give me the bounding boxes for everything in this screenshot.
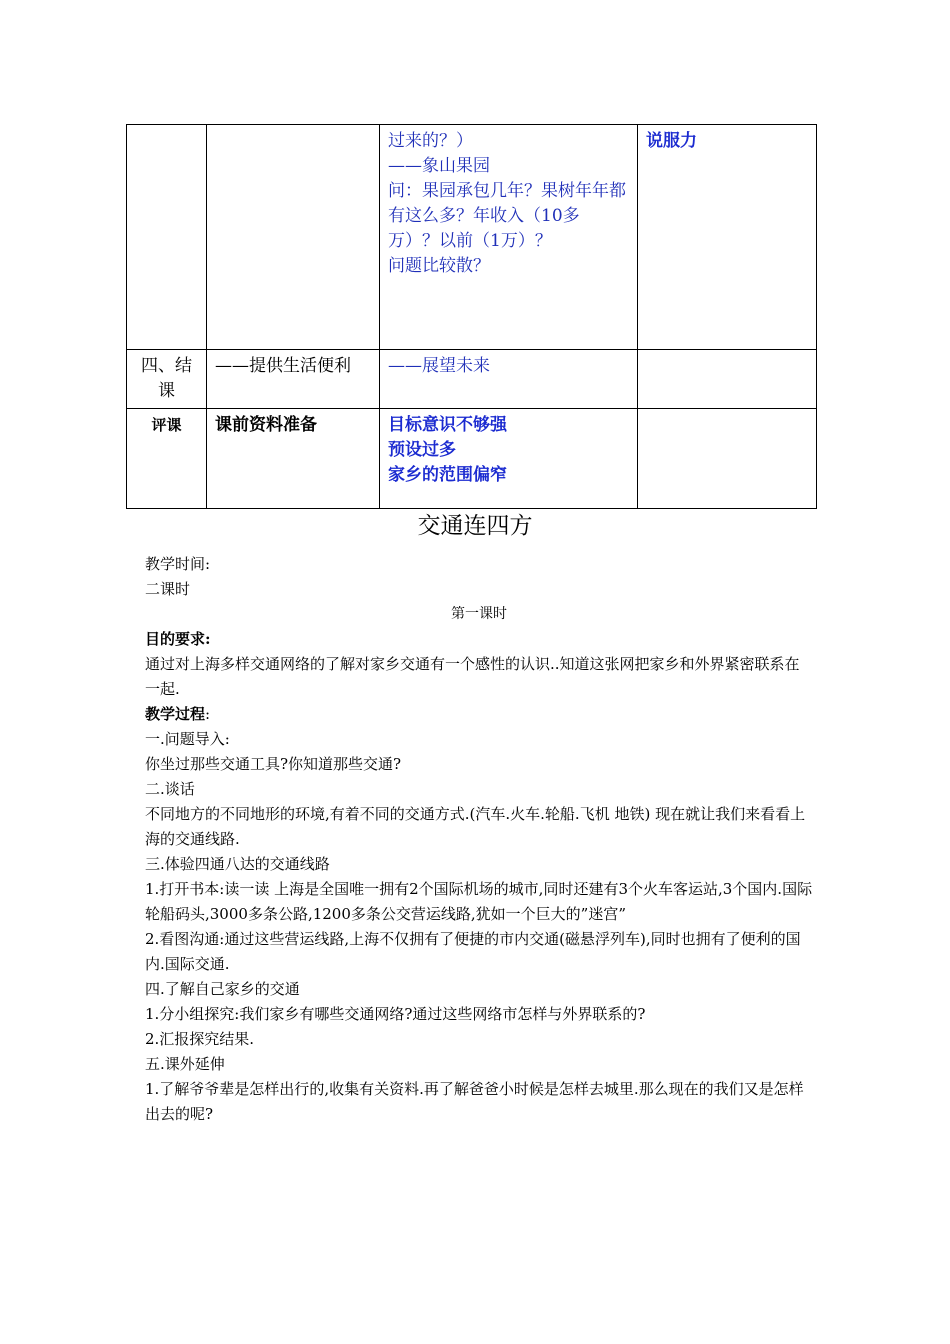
paragraph: 2.看图沟通:通过这些营运线路,上海不仅拥有了便捷的市内交通(磁悬浮列车),同时也拥有了便利的国内.国际交通. (145, 930, 801, 973)
process-colon: : (205, 705, 211, 723)
table-cell (380, 350, 638, 409)
time-value: 二课时 (145, 580, 191, 598)
table-cell (638, 409, 817, 509)
table-row (127, 409, 817, 509)
document-body (145, 552, 813, 1127)
table-cell (638, 350, 817, 409)
cell-text: 问题比较散？ (388, 256, 490, 276)
table-cell (207, 350, 380, 409)
table-cell (207, 409, 380, 509)
cell-text: 课前资料准备 (215, 415, 317, 435)
table-cell (380, 409, 638, 509)
cell-text: 预设过多 (388, 440, 456, 460)
table-row (127, 350, 817, 409)
table-cell (127, 125, 207, 350)
cell-text: 过来的？） (388, 131, 473, 151)
paragraph: 四.了解自己家乡的交通 (145, 980, 300, 998)
table-cell (207, 125, 380, 350)
lesson-heading: 第一课时 (451, 606, 507, 622)
paragraph: 你坐过那些交通工具?你知道那些交通? (145, 755, 402, 773)
cell-text: ——提供生活便利 (215, 356, 351, 376)
paragraph: 三.体验四通八达的交通线路 (145, 855, 330, 873)
time-label: 教学时间: (145, 555, 211, 573)
paragraph: 1.分小组探究:我们家乡有哪些交通网络?通过这些网络市怎样与外界联系的? (145, 1005, 646, 1023)
table-cell (127, 409, 207, 509)
cell-text: 目标意识不够强 (388, 415, 507, 435)
cell-text: 问：果园承包几年？果树年年都有这么多？年收入（10多万）？以前（1万）？ (388, 181, 626, 251)
cell-text: ——象山果园 (388, 156, 490, 176)
paragraph: 1.了解爷爷辈是怎样出行的,收集有关资料.再了解爸爸小时候是怎样去城里.那么现在的我们又是怎样出去的呢? (145, 1080, 804, 1123)
goal-heading: 目的要求: (145, 630, 211, 648)
paragraph: 二.谈话 (145, 780, 195, 798)
paragraph: 1.打开书本:读一读 上海是全国唯一拥有2个国际机场的城市,同时还建有3个火车客运站,3个国内.国际轮船码头,3000多条公路,1200多条公交营运线路,犹如一个巨大的”迷宫” (145, 880, 813, 923)
cell-text: 评课 (151, 416, 182, 434)
document-title: 交通连四方 (417, 513, 533, 539)
cell-text: 家乡的范围偏窄 (388, 465, 507, 485)
table-cell (380, 125, 638, 350)
goal-text: 通过对上海多样交通网络的了解对家乡交通有一个感性的认识..知道这张网把家乡和外界紧密联系在一起. (145, 655, 800, 698)
table-cell (638, 125, 817, 350)
process-heading-line (145, 702, 813, 727)
cell-text: ——展望未来 (388, 356, 490, 376)
table-row (127, 125, 817, 350)
cell-text: 说服力 (646, 131, 697, 151)
process-heading: 教学过程 (145, 705, 206, 723)
cell-text: 四、结课 (141, 356, 192, 401)
paragraph: 一.问题导入: (145, 730, 230, 748)
table-cell (127, 350, 207, 409)
paragraph: 不同地方的不同地形的环境,有着不同的交通方式.(汽车.火车.轮船.飞机 地铁) 现在就让我们来看看上海的交通线路. (145, 805, 806, 848)
paragraph: 2.汇报探究结果. (145, 1030, 255, 1048)
lesson-plan-table (126, 124, 817, 509)
paragraph: 五.课外延伸 (145, 1055, 225, 1073)
